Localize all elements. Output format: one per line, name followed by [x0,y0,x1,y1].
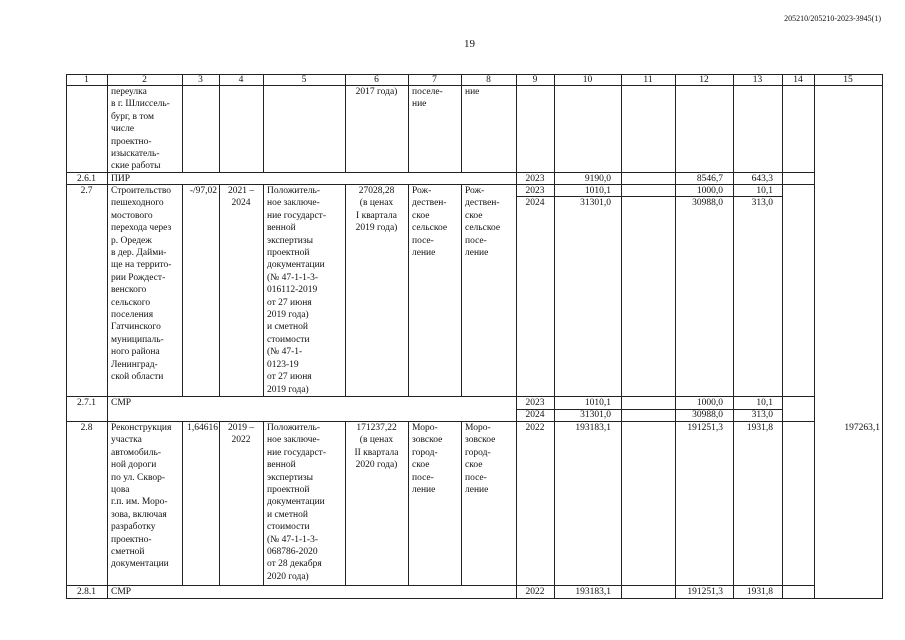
row-27-c3: -/97,02 [189,186,217,196]
row-27-num: 2.7 [80,186,93,196]
header-col-11: 11 [643,75,653,85]
row-281-c12: 191251,3 [687,587,723,597]
cont-name: переулка в г. Шлиссель- бург, в том числе проектно- изыскатель- ские работы [111,87,170,172]
row-28-c10: 193183,1 [575,423,611,433]
document-id: 205210/205210-2023-3945(1) [784,14,881,23]
header-col-15: 15 [843,75,853,85]
vrule-6c [408,421,409,586]
row-271-c12-1: 1000,0 [696,398,723,408]
row-27-c7: Рож- дествен- ское сельское посе- ление [412,186,448,259]
header-col-1: 1 [84,75,89,85]
header-col-6: 6 [374,75,379,85]
row-28-c13: 1931,8 [746,423,773,433]
header-col-9: 9 [532,75,538,85]
row-271-year-1: 2023 [525,398,545,408]
row-281-c10: 193183,1 [575,587,611,597]
vrule-14 [814,74,815,599]
row-27-c6: 27028,28 (в ценах I квартала 2019 года) [355,186,398,234]
row-28-c5: Положитель- ное заключе- ние государст- венной экспертизы проектной документации и сметной стоимости (№ 47-1-1-3- 068786-2020 от 28 декабря 2020 года) [267,423,326,582]
vrule-13 [782,74,783,599]
row-271-c13-1: 10,1 [756,398,773,408]
cont-c7: поселе- ние [412,87,443,110]
vrule-10 [621,74,622,599]
row-27-c12-2: 30988,0 [692,198,723,208]
vrule-7b [461,184,462,397]
header-col-4: 4 [238,75,244,85]
header-col-12: 12 [699,75,709,85]
vrule-7 [461,74,462,173]
header-col-3: 3 [198,75,203,85]
vrule-4b [263,184,264,397]
row-28-c6: 171237,22 (в ценах II квартала 2020 года) [354,423,399,471]
vrule-3 [219,74,220,173]
row-27-c12-1: 1000,0 [696,186,723,196]
row-261-year: 2023 [525,174,545,184]
row-281-year: 2022 [525,587,545,597]
row-271-name: СМР [111,398,132,408]
row-27-c10-2: 31301,0 [580,198,611,208]
row-271-c10-1: 1010,1 [584,398,611,408]
row-27-c4: 2021 – 2024 [227,186,255,209]
data-table [66,74,882,600]
row-27-c13-1: 10,1 [756,186,773,196]
row-28-c15: 197263,1 [844,423,880,433]
row-261-num: 2.6.1 [77,174,96,184]
vrule-7c [461,421,462,586]
header-col-13: 13 [752,75,763,85]
row-28-c12: 191251,3 [687,423,723,433]
row-261-c10: 9190,0 [584,174,611,184]
row-271-c12-2: 30988,0 [692,410,723,420]
row-271-c13-2: 313,0 [751,410,773,420]
header-col-10: 10 [582,75,593,85]
vrule-2 [182,74,183,173]
vrule-3b [219,184,220,397]
vrule-2b [182,184,183,397]
vrule-2c [182,421,183,586]
header-col-14: 14 [793,75,803,85]
vrule-9 [554,74,555,599]
row-28-c4: 2019 – 2022 [227,423,255,446]
vrule-8 [516,74,517,599]
vrule-12 [733,74,734,599]
vrule-4 [263,74,264,173]
vrule-0 [66,74,67,599]
row-271-num: 2.7.1 [77,398,96,408]
row-28-c3: 1,64616 [187,423,218,433]
vrule-11 [675,74,676,599]
row-27-name: Строительство пешеходного мостового перехода через р. Оредеж в дер. Дайми- ще на террито- рии Рождест- венского сельского поселения Гатчинского муниципаль- ного района Ленинград- ской области [111,186,172,383]
row-27-year-2: 2024 [525,198,545,208]
row-28-name: Реконструкция участка автомобиль- ной дороги по ул. Сквор- цова г.п. им. Моро- зова, включая разработку проектно- сметной документации [111,423,172,570]
row-281-c13: 1931,8 [746,587,773,597]
row-281-name: СМР [111,587,132,597]
row-28-year: 2022 [525,423,545,433]
vrule-15 [882,74,883,599]
row-27-year-1: 2023 [525,186,545,196]
cont-price: 2017 года) [355,87,398,97]
vrule-6b [408,184,409,397]
row-261-c12: 8546,7 [696,174,723,184]
row-28-c7: Моро- зовское город- ское посе- ление [412,423,443,496]
row-27-c13-2: 313,0 [751,198,773,208]
row-28-c8: Моро- зовское город- ское посе- ление [465,423,496,496]
header-col-5: 5 [301,75,307,85]
vrule-6 [408,74,409,173]
row-27-c10-1: 1010,1 [584,186,611,196]
page-number: 19 [464,38,475,50]
row-261-name: ПИР [111,174,131,184]
row-271-year-2: 2024 [525,410,545,420]
header-col-7: 7 [432,75,437,85]
row-271-c10-2: 31301,0 [580,410,611,420]
header-col-2: 2 [142,75,147,85]
row-27-c5: Положитель- ное заключе- ние государст- венной экспертизы проектной документации (№ 47-1-1-3- 016112-2019 от 27 июня 2019 года) и сметной стоимости (№ 47-1- 0123-19 от 27 июня 2019 года) [267,186,326,395]
vrule-4c [263,421,264,586]
cont-c8: ние [465,87,480,97]
row-28-num: 2.8 [80,423,93,433]
row-281-num: 2.8.1 [77,587,96,597]
vrule-1 [107,74,108,599]
row-27-c8: Рож- дествен- ское сельское посе- ление [465,186,501,259]
header-col-8: 8 [486,75,491,85]
row-261-c13: 643,3 [751,174,773,184]
